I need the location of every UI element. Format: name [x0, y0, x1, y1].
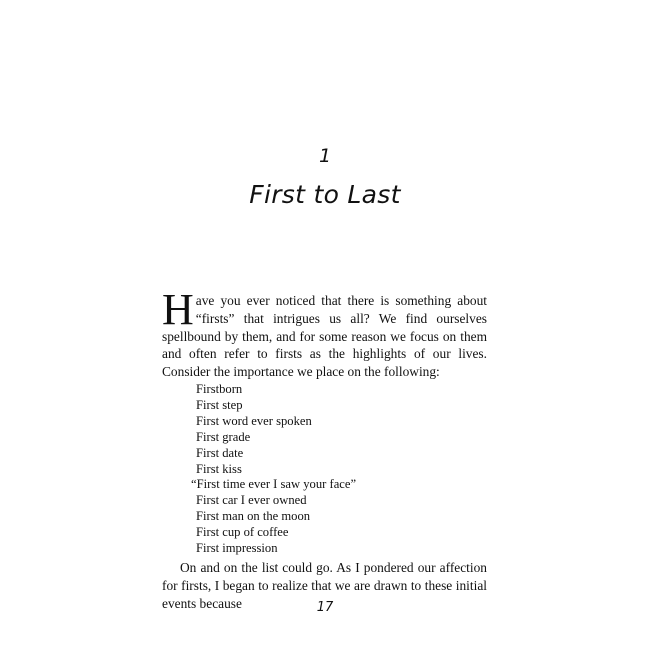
list-item: First kiss	[196, 461, 242, 476]
list-item: “First time ever I saw your face”	[191, 477, 357, 492]
chapter-number: 1	[318, 145, 332, 167]
drop-cap: H	[162, 285, 194, 334]
list-item: Firstborn	[196, 382, 243, 396]
list-item: First man on the moon	[196, 509, 311, 524]
opening-paragraph	[162, 285, 487, 381]
list-item: First step	[196, 397, 243, 412]
page-number: 17	[316, 600, 334, 615]
list-item: First date	[196, 445, 244, 460]
list-item: First word ever spoken	[196, 413, 312, 428]
firsts-list	[191, 382, 486, 557]
list-item: First cup of coffee	[196, 525, 289, 540]
list-item: First car I ever owned	[196, 493, 307, 508]
closing-paragraph: On and on the list could go. As I pondered our affection for firsts, I began to realize that we are drawn to these initial events because	[162, 560, 487, 611]
opening-paragraph-text: ave you ever noticed that there is something about “firsts” that intrigues us all? We find ourselves spellbound by them, and for some reason we focus on them and often refer to firsts as the highlights of our lives. Consider the importance we place on the following:	[162, 293, 487, 380]
chapter-title: First to Last	[249, 180, 401, 209]
list-item: First impression	[196, 541, 278, 556]
list-item: First grade	[196, 429, 251, 444]
